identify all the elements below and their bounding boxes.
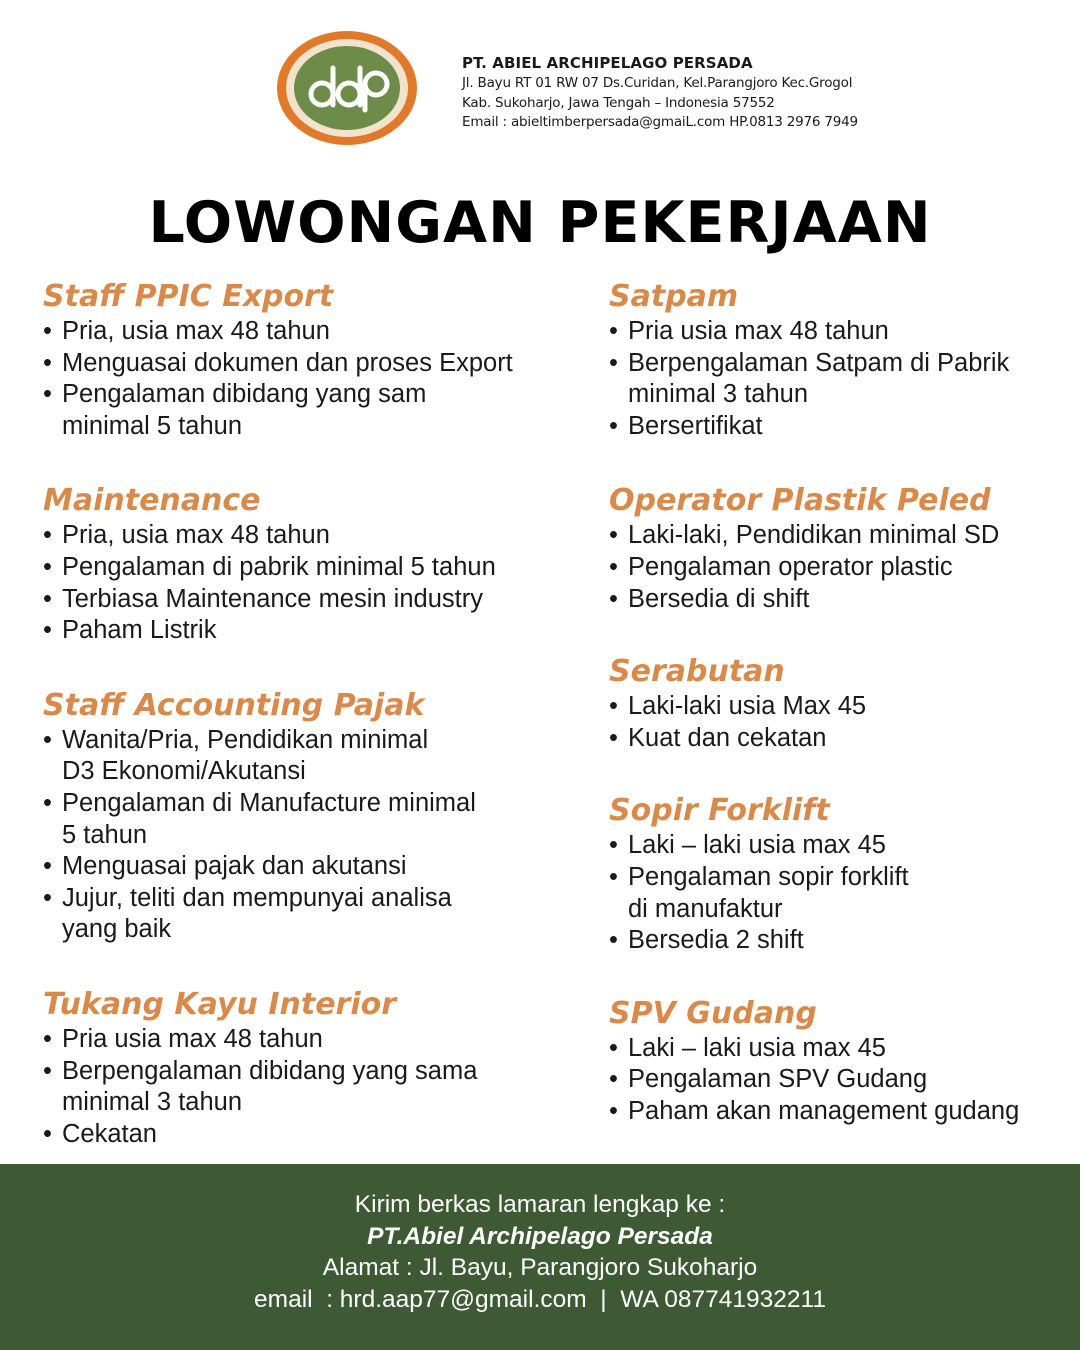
job-title: Staff PPIC Export — [43, 279, 334, 314]
requirement-item: • Kuat dan cekatan — [609, 723, 1069, 755]
requirement-list — [43, 316, 563, 442]
requirement-item: • Paham akan management gudang — [609, 1096, 1069, 1128]
footer-intro: Kirim berkas lamaran lengkap ke : — [354, 1191, 726, 1218]
job-staff-accounting-pajak — [43, 687, 563, 946]
requirement-item: • Laki – laki usia max 45 — [609, 1033, 1069, 1065]
company-address-line-2: Kab. Sukoharjo, Jawa Tengah – Indonesia 57552 — [462, 94, 775, 111]
company-logo — [276, 30, 418, 146]
job-tukang-kayu-interior — [43, 986, 563, 1150]
requirement-item: • Laki – laki usia max 45 — [609, 830, 1069, 862]
requirement-item: • Pria usia max 48 tahun — [609, 316, 1069, 348]
company-info — [462, 54, 858, 133]
requirement-item: • Cekatan — [43, 1119, 563, 1151]
requirement-item: • Paham Listrik — [43, 615, 563, 647]
job-title: Staff Accounting Pajak — [43, 687, 425, 723]
job-column-left — [43, 278, 563, 1150]
requirement-item: • Jujur, teliti dan mempunyai analisa yang baik — [43, 883, 563, 946]
requirement-item: • Pengalaman di Manufacture minimal 5 tahun — [43, 788, 563, 851]
letterhead — [0, 0, 1080, 170]
requirement-item: • Berpengalaman dibidang yang sama minimal 3 tahun — [43, 1056, 563, 1119]
requirement-item: • Pengalaman di pabrik minimal 5 tahun — [43, 552, 563, 584]
requirement-item: • Berpengalaman Satpam di Pabrik minimal 3 tahun — [609, 348, 1069, 411]
job-column-right — [609, 278, 1069, 1128]
requirement-item: • Menguasai pajak dan akutansi — [43, 851, 563, 883]
requirement-list — [609, 1033, 1069, 1128]
company-name: PT. ABIEL ARCHIPELAGO PERSADA — [462, 54, 753, 72]
job-spv-gudang — [609, 995, 1069, 1128]
requirement-item: • Bersertifikat — [609, 411, 1069, 443]
requirement-item: • Pengalaman operator plastic — [609, 552, 1069, 584]
footer-company-name: PT.Abiel Archipelago Persada — [367, 1222, 713, 1250]
page-title: LOWONGAN PEKERJAAN — [148, 190, 932, 256]
job-serabutan — [609, 653, 1069, 754]
job-maintenance — [43, 482, 563, 646]
job-title: Maintenance — [43, 483, 261, 519]
requirement-list — [43, 1024, 563, 1150]
requirement-list — [43, 725, 563, 946]
company-contact: Email : abieltimberpersada@gmaiL.com HP.0813 2976 7949 — [462, 114, 858, 130]
requirement-list — [609, 691, 1069, 754]
job-title: Operator Plastik Peled — [609, 483, 991, 519]
requirement-list — [609, 316, 1069, 442]
job-title: Serabutan — [609, 654, 785, 690]
requirement-item: • Pengalaman SPV Gudang — [609, 1064, 1069, 1096]
requirement-item: • Pengalaman sopir forklift di manufaktur — [609, 862, 1069, 925]
footer-contact: email : hrd.aap77@gmail.com | WA 087741932211 — [254, 1285, 826, 1313]
requirement-item: • Pria, usia max 48 tahun — [43, 520, 563, 552]
job-title: Satpam — [609, 279, 739, 314]
application-footer — [0, 1164, 1080, 1350]
requirement-list — [43, 520, 563, 646]
requirement-item: • Laki-laki usia Max 45 — [609, 691, 1069, 723]
requirement-list — [609, 520, 1069, 615]
requirement-item: • Pria usia max 48 tahun — [43, 1024, 563, 1056]
job-operator-plastik-peled — [609, 482, 1069, 615]
job-title: SPV Gudang — [609, 995, 817, 1031]
requirement-item: • Laki-laki, Pendidikan minimal SD — [609, 520, 1069, 552]
requirement-item: • Menguasai dokumen dan proses Export — [43, 348, 563, 380]
requirement-item: • Pengalaman dibidang yang sam minimal 5 tahun — [43, 379, 563, 442]
requirement-item: • Pria, usia max 48 tahun — [43, 316, 563, 348]
requirement-item: • Bersedia di shift — [609, 584, 1069, 616]
job-staff-ppic-export — [43, 278, 563, 442]
requirement-item: • Terbiasa Maintenance mesin industry — [43, 584, 563, 616]
job-satpam — [609, 278, 1069, 442]
job-title: Tukang Kayu Interior — [43, 986, 397, 1022]
company-address-line-1: Jl. Bayu RT 01 RW 07 Ds.Curidan, Kel.Parangjoro Kec.Grogol — [462, 75, 853, 91]
requirement-item: • Wanita/Pria, Pendidikan minimal D3 Ekonomi/Akutansi — [43, 725, 563, 788]
footer-address: Alamat : Jl. Bayu, Parangjoro Sukoharjo — [322, 1254, 758, 1281]
requirement-list — [609, 830, 1069, 956]
job-sopir-forklift — [609, 792, 1069, 956]
requirement-item: • Bersedia 2 shift — [609, 925, 1069, 957]
job-title: Sopir Forklift — [609, 793, 830, 829]
